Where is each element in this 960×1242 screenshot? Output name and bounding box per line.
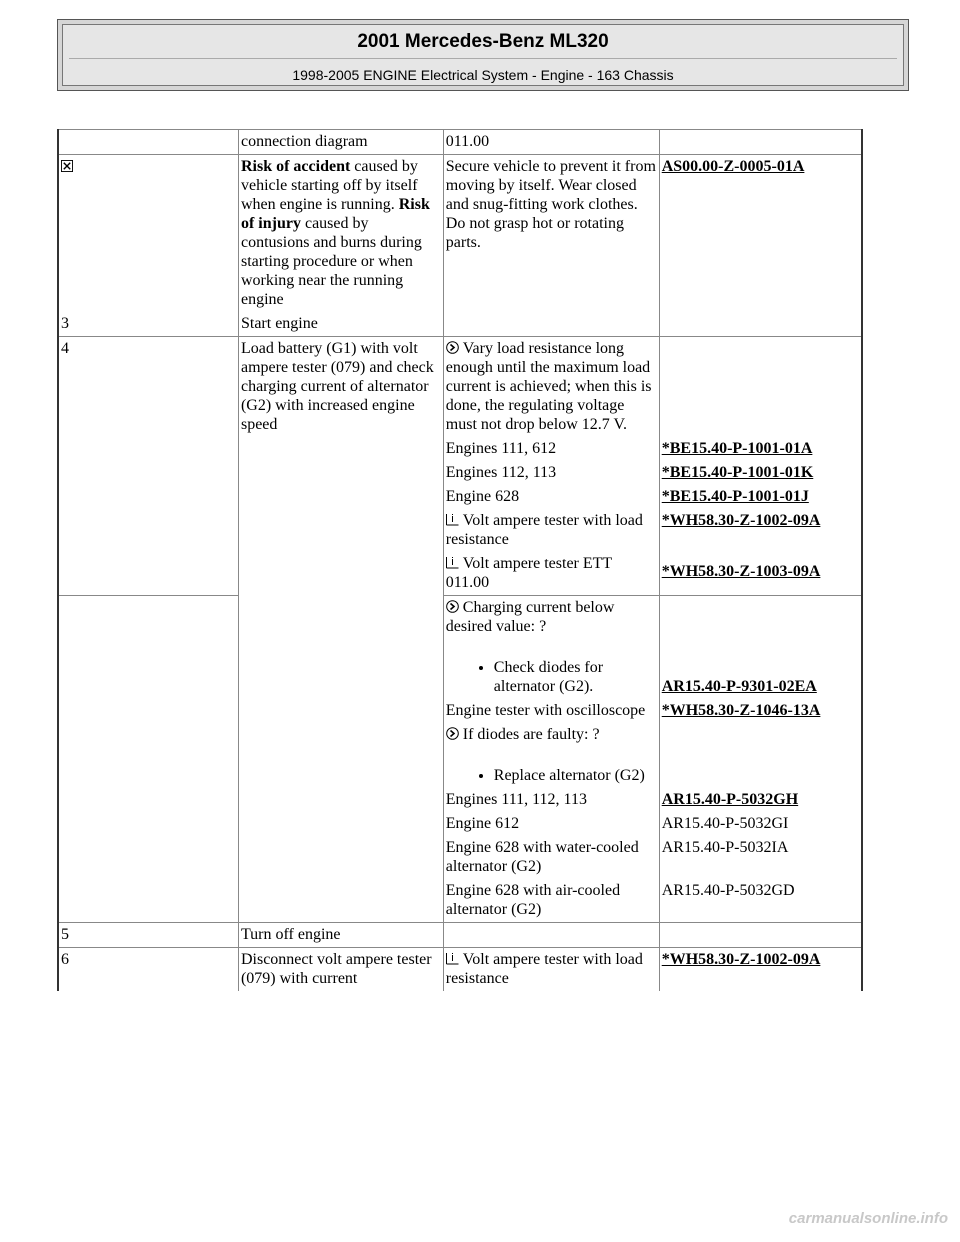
detail-cell: Engine 612 [443,812,659,836]
table-row [58,155,862,313]
step-cell [58,699,238,723]
table-row [58,596,862,700]
check-list [446,766,657,785]
table-row [58,437,862,461]
description-cell: Start engine [238,312,443,337]
step-cell [58,836,238,879]
reference-cell [659,923,862,948]
warning-text: caused by contusions and burns during starting procedure or when working near the running engine [240,215,422,308]
step-cell [58,788,238,812]
warning-text: caused by vehicle starting off by itself when engine is running. [240,158,418,213]
step-cell [58,879,238,923]
table-row [58,836,862,879]
check-list [446,658,657,696]
tool-icon [446,513,459,526]
reference-cell [659,485,862,509]
detail-cell: Engines 112, 113 [443,461,659,485]
table-row [58,723,862,788]
reference-link[interactable]: *BE15.40-P-1001-01K [661,464,814,481]
table-row [58,699,862,723]
reference-cell [659,509,862,552]
detail-cell: Engine 628 with air-cooled alternator (G2) [443,879,659,923]
table-row [58,788,862,812]
detail-cell: Engines 111, 112, 113 [443,788,659,812]
step-cell [58,461,238,485]
table-row [58,337,862,438]
page-header-box [62,24,904,86]
note-text: If diodes are faulty: ? [462,726,600,743]
table-row [58,509,862,552]
step-number: 4 [58,337,238,438]
table-row [58,130,862,155]
reference-link[interactable]: *WH58.30-Z-1003-09A [661,563,821,580]
arrow-note-icon [446,341,459,354]
step-cell [58,509,238,552]
list-item: • Replace alternator (G2) [494,766,657,785]
step-cell [58,130,238,155]
reference-cell: AR15.40-P-5032GD [659,879,862,923]
header-divider [69,58,897,59]
table-row [58,552,862,596]
detail-cell [443,312,659,337]
tool-cell [443,948,659,992]
step-number: 5 [58,923,238,948]
arrow-note-icon [446,600,459,613]
step-cell [58,485,238,509]
warning-title: Risk of accident [240,158,351,175]
step-cell [58,596,238,700]
description-cell: Disconnect volt ampere tester (079) with current [238,948,443,992]
tool-icon [446,952,459,965]
reference-cell [659,337,862,438]
reference-cell: AR15.40-P-5032GI [659,812,862,836]
reference-cell [659,130,862,155]
note-text: Vary load resistance long enough until the maximum load current is achieved; when this is done, the regulating voltage must not drop below 12.7 V. [445,340,652,433]
table-row [58,879,862,923]
warning-icon [61,160,73,172]
reference-cell [659,596,862,700]
warning-title: Risk of injury [240,196,430,232]
detail-cell: Secure vehicle to prevent it from moving by itself. Wear closed and snug-fitting work clothes. Do not grasp hot or rotating parts. [443,155,659,313]
tool-text: Volt ampere tester with load resistance [445,512,643,548]
reference-link[interactable]: *WH58.30-Z-1046-13A [661,702,821,719]
watermark: carmanualsonline.info [788,1210,948,1227]
table-row [58,312,862,337]
tool-text: Volt ampere tester ETT 011.00 [445,555,612,591]
reference-cell [659,699,862,723]
table-row [58,948,862,992]
step-number: 6 [58,948,238,992]
reference-link[interactable]: AR15.40-P-5032GH [661,791,799,808]
tool-cell [443,552,659,596]
detail-cell [443,923,659,948]
reference-cell [659,312,862,337]
step-cell [58,552,238,596]
reference-link[interactable]: AR15.40-P-9301-02EA [661,678,817,695]
table-row [58,923,862,948]
reference-link[interactable]: *WH58.30-Z-1002-09A [661,512,821,529]
tool-icon [446,556,459,569]
reference-link[interactable]: *BE15.40-P-1001-01A [661,440,813,457]
list-item: • Check diodes for alternator (G2). [494,658,657,696]
page-subtitle: 1998-2005 ENGINE Electrical System - Engine - 163 Chassis [292,67,674,83]
note-cell [443,337,659,438]
note-cell [443,596,659,700]
reference-cell [659,155,862,313]
detail-cell: Engines 111, 612 [443,437,659,461]
reference-cell [659,723,862,788]
description-cell: connection diagram [238,130,443,155]
detail-cell: Engine tester with oscilloscope [443,699,659,723]
table-row [58,485,862,509]
reference-cell: AR15.40-P-5032IA [659,836,862,879]
table-row [58,461,862,485]
reference-cell [659,948,862,992]
table-row [58,812,862,836]
reference-link[interactable]: *BE15.40-P-1001-01J [661,488,809,505]
page-header [57,19,909,91]
page-title: 2001 Mercedes-Benz ML320 [357,31,609,52]
description-cell: Load battery (G1) with volt ampere tester (079) and check charging current of alternator (G2) with increased engine speed [238,337,443,923]
reference-cell [659,552,862,596]
step-cell [58,723,238,788]
step-cell [58,437,238,461]
reference-cell [659,461,862,485]
reference-cell [659,437,862,461]
step-number: 3 [58,312,238,337]
note-text: Charging current below desired value: ? [445,599,615,635]
reference-link[interactable]: AS00.00-Z-0005-01A [661,158,805,175]
tool-cell [443,509,659,552]
detail-cell: Engine 628 with water-cooled alternator (G2) [443,836,659,879]
warning-cell [238,155,443,313]
tool-text: Volt ampere tester with load resistance [445,951,643,987]
detail-cell: 011.00 [443,130,659,155]
procedure-table [57,129,863,991]
detail-cell: Engine 628 [443,485,659,509]
step-cell [58,812,238,836]
arrow-note-icon [446,727,459,740]
reference-cell [659,788,862,812]
description-cell: Turn off engine [238,923,443,948]
step-cell [58,155,238,313]
note-cell [443,723,659,788]
reference-link[interactable]: *WH58.30-Z-1002-09A [661,951,821,968]
